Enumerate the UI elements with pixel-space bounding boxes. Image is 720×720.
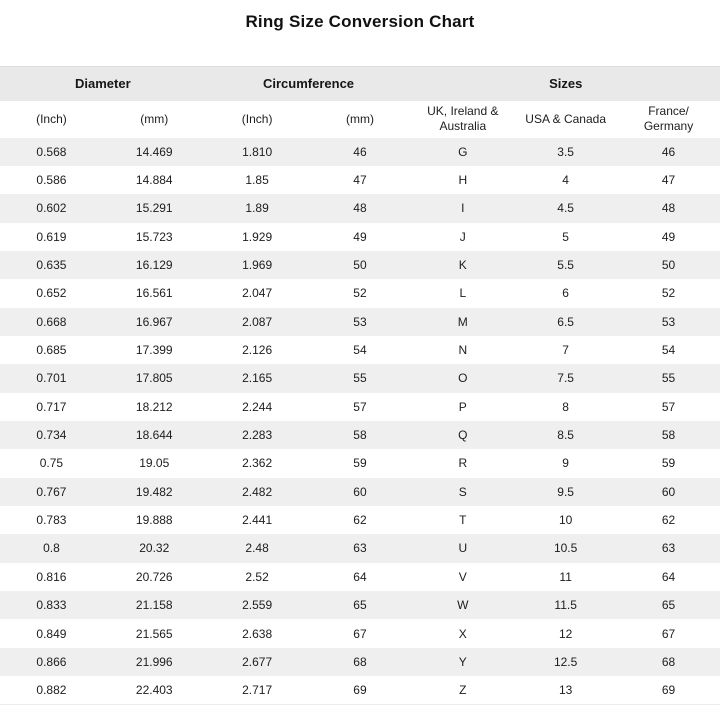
table-cell: 16.129 — [135, 258, 173, 273]
table-cell: 1.810 — [242, 144, 273, 159]
table-cell: 16.967 — [135, 314, 173, 329]
table-row — [0, 223, 720, 251]
table-row — [0, 534, 720, 562]
table-cell: 21.158 — [135, 598, 173, 613]
table-cell: 47 — [661, 173, 676, 188]
table-cell: 63 — [353, 541, 367, 556]
table-cell: 2.441 — [242, 513, 273, 528]
conversion-table — [0, 66, 720, 705]
table-cell: 69 — [353, 682, 367, 697]
table-cell: 1.89 — [245, 201, 269, 216]
table-cell: 18.212 — [135, 399, 173, 414]
table-cell: 69 — [661, 682, 676, 697]
table-cell: 52 — [661, 286, 676, 301]
table-cell: 14.469 — [135, 144, 173, 159]
group-header-sizes: Sizes — [411, 67, 720, 101]
table-cell: 55 — [661, 371, 676, 386]
table-cell: 2.165 — [242, 371, 273, 386]
table-cell: 15.291 — [135, 201, 173, 216]
table-cell: W — [457, 598, 469, 613]
group-header-row — [0, 67, 720, 101]
table-cell: 2.283 — [242, 428, 273, 443]
table-cell: 12 — [558, 626, 573, 641]
table-cell: 13 — [558, 682, 573, 697]
col-header-france-germany: France/ Germany — [617, 101, 720, 138]
table-cell: 50 — [661, 258, 676, 273]
table-cell: Y — [458, 654, 467, 669]
table-cell: 46 — [353, 144, 367, 159]
table-cell: 16.561 — [135, 286, 173, 301]
table-cell: 0.717 — [36, 399, 67, 414]
table-cell: 68 — [353, 654, 367, 669]
table-cell: 2.677 — [242, 654, 273, 669]
table-cell: 48 — [661, 201, 676, 216]
table-row — [0, 393, 720, 421]
table-cell: M — [457, 314, 468, 329]
table-cell: 59 — [661, 456, 676, 471]
table-cell: 11 — [559, 569, 572, 584]
table-cell: 0.568 — [36, 144, 67, 159]
table-cell: 46 — [661, 144, 676, 159]
table-cell: 2.48 — [245, 541, 269, 556]
table-cell: P — [458, 399, 467, 414]
table-body — [0, 138, 720, 705]
table-cell: 15.723 — [135, 229, 173, 244]
table-cell: 2.087 — [242, 314, 273, 329]
table-cell: X — [458, 626, 467, 641]
table-cell: J — [459, 229, 466, 244]
table-row — [0, 563, 720, 591]
table-cell: 64 — [353, 569, 367, 584]
table-cell: Q — [458, 428, 468, 443]
table-cell: K — [458, 258, 467, 273]
table-cell: 10 — [558, 513, 573, 528]
table-cell: 47 — [353, 173, 367, 188]
table-cell: 0.75 — [39, 456, 64, 471]
table-cell: 4.5 — [557, 201, 574, 216]
table-cell: 0.783 — [36, 513, 67, 528]
table-cell: 10.5 — [553, 541, 578, 556]
col-header-circumference-inch: (Inch) — [206, 101, 309, 138]
table-cell: 62 — [353, 513, 367, 528]
table-cell: 60 — [353, 484, 367, 499]
table-cell: S — [458, 484, 467, 499]
table-cell: 2.638 — [242, 626, 273, 641]
table-cell: 62 — [661, 513, 676, 528]
table-cell: 7 — [562, 343, 569, 358]
table-row — [0, 251, 720, 279]
table-row — [0, 308, 720, 336]
table-cell: 21.996 — [135, 654, 173, 669]
group-header-circumference: Circumference — [206, 67, 412, 101]
table-cell: U — [458, 541, 468, 556]
table-row — [0, 364, 720, 392]
table-cell: 53 — [661, 314, 676, 329]
table-cell: 68 — [661, 654, 676, 669]
table-cell: 2.717 — [242, 682, 273, 697]
table-cell: 2.559 — [242, 598, 273, 613]
table-cell: O — [458, 371, 468, 386]
table-cell: 0.767 — [36, 484, 67, 499]
table-cell: T — [459, 513, 467, 528]
table-cell: 20.726 — [135, 569, 173, 584]
table-cell: 0.635 — [36, 258, 67, 273]
table-row — [0, 279, 720, 307]
table-row — [0, 506, 720, 534]
table-cell: Z — [459, 682, 467, 697]
table-cell: 58 — [661, 428, 676, 443]
table-cell: 0.8 — [43, 541, 60, 556]
table-cell: 17.805 — [135, 371, 173, 386]
table-cell: 14.884 — [135, 173, 173, 188]
table-cell: R — [458, 456, 468, 471]
table-cell: 6 — [562, 286, 569, 301]
table-cell: I — [461, 201, 465, 216]
table-cell: 1.969 — [242, 258, 273, 273]
table-row — [0, 138, 720, 166]
table-cell: H — [458, 173, 468, 188]
table-header — [0, 67, 720, 138]
table-row — [0, 449, 720, 477]
table-cell: G — [458, 144, 468, 159]
table-cell: 0.833 — [36, 598, 67, 613]
table-row — [0, 676, 720, 704]
table-cell: 53 — [353, 314, 367, 329]
table-row — [0, 336, 720, 364]
table-cell: 57 — [353, 399, 367, 414]
table-cell: 58 — [353, 428, 367, 443]
table-cell: 6.5 — [557, 314, 574, 329]
table-cell: 5.5 — [557, 258, 574, 273]
table-row — [0, 166, 720, 194]
col-header-uk-ireland-australia: UK, Ireland & Australia — [411, 101, 514, 138]
table-cell: V — [458, 569, 467, 584]
table-cell: 0.849 — [36, 626, 67, 641]
table-cell: 19.05 — [139, 456, 170, 471]
col-header-circumference-mm: (mm) — [309, 101, 412, 138]
table-row — [0, 194, 720, 222]
table-cell: 49 — [353, 229, 367, 244]
group-header-diameter: Diameter — [0, 67, 206, 101]
table-cell: 59 — [353, 456, 367, 471]
ring-size-chart-page — [0, 13, 720, 720]
table-cell: 8.5 — [557, 428, 574, 443]
table-cell: 17.399 — [135, 343, 173, 358]
table-row — [0, 648, 720, 676]
table-cell: 1.929 — [242, 229, 273, 244]
table-cell: 8 — [562, 399, 569, 414]
table-cell: 52 — [353, 286, 367, 301]
table-cell: 2.047 — [242, 286, 273, 301]
table-cell: 2.482 — [242, 484, 273, 499]
table-row — [0, 591, 720, 619]
table-cell: 67 — [661, 626, 676, 641]
table-cell: 60 — [661, 484, 676, 499]
col-header-usa-canada: USA & Canada — [514, 101, 617, 138]
table-cell: 55 — [353, 371, 367, 386]
col-header-diameter-mm: (mm) — [103, 101, 206, 138]
page-title: Ring Size Conversion Chart — [245, 12, 475, 31]
table-cell: 67 — [353, 626, 367, 641]
table-cell: 12.5 — [553, 654, 578, 669]
table-cell: 50 — [353, 258, 367, 273]
table-cell: L — [459, 286, 467, 301]
table-cell: 0.882 — [36, 682, 67, 697]
table-cell: 0.652 — [36, 286, 67, 301]
table-cell: 2.244 — [242, 399, 273, 414]
table-cell: 0.816 — [36, 569, 67, 584]
table-cell: 65 — [353, 598, 367, 613]
column-header-row — [0, 101, 720, 138]
table-cell: 54 — [353, 343, 367, 358]
table-cell: 54 — [661, 343, 676, 358]
table-cell: 21.565 — [135, 626, 173, 641]
table-cell: 22.403 — [135, 682, 173, 697]
table-cell: 49 — [661, 229, 676, 244]
table-cell: 9 — [562, 456, 569, 471]
table-cell: 2.52 — [245, 569, 269, 584]
table-cell: 2.126 — [242, 343, 273, 358]
table-cell: 65 — [661, 598, 676, 613]
table-cell: 1.85 — [245, 173, 269, 188]
table-cell: 64 — [661, 569, 676, 584]
table-cell: 20.32 — [139, 541, 170, 556]
table-row — [0, 619, 720, 647]
table-cell: 0.602 — [36, 201, 67, 216]
table-cell: 7.5 — [557, 371, 574, 386]
table-cell: 18.644 — [135, 428, 173, 443]
table-cell: 0.734 — [36, 428, 67, 443]
table-cell: 0.685 — [36, 343, 67, 358]
table-cell: 19.482 — [135, 484, 173, 499]
table-cell: 2.362 — [242, 456, 273, 471]
table-cell: 19.888 — [135, 513, 173, 528]
table-cell: 0.619 — [36, 229, 67, 244]
table-cell: 48 — [353, 201, 367, 216]
table-cell: 4 — [562, 173, 569, 188]
table-cell: 0.866 — [36, 654, 67, 669]
table-cell: 9.5 — [557, 484, 574, 499]
table-cell: 11.5 — [554, 598, 577, 613]
col-header-diameter-inch: (Inch) — [0, 101, 103, 138]
table-row — [0, 478, 720, 506]
table-cell: 5 — [562, 229, 569, 244]
table-cell: N — [458, 343, 468, 358]
table-row — [0, 421, 720, 449]
table-cell: 63 — [661, 541, 676, 556]
table-cell: 0.668 — [36, 314, 67, 329]
table-cell: 3.5 — [557, 144, 574, 159]
table-cell: 57 — [661, 399, 676, 414]
table-cell: 0.586 — [36, 173, 67, 188]
table-cell: 0.701 — [36, 371, 67, 386]
